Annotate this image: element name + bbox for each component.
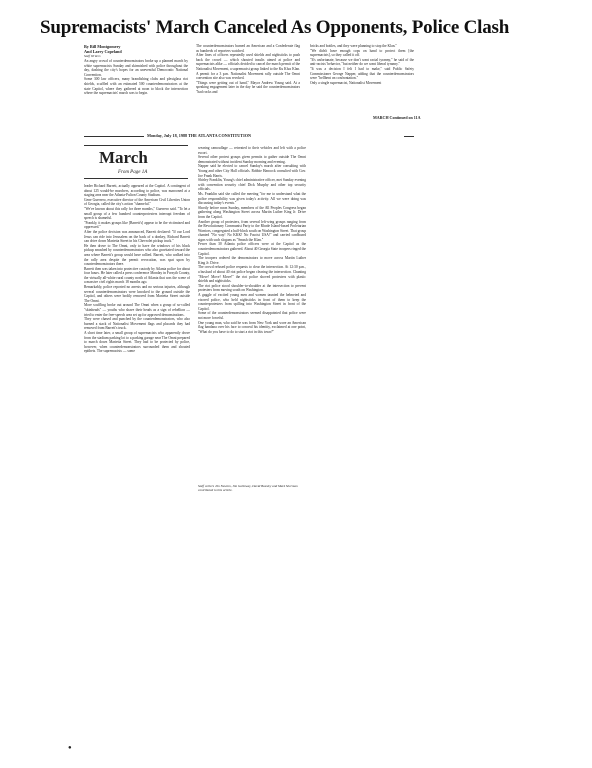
article-column-3: bricks and bottles, and they were planning to stop the Klan." "We didn't have enough cops on hand to protect them [the supremacists], so they called it off. "It's unfortunate, because we don't want racial tyranny," he said of the anti-racists' behavior, "but neither do we want liberal tyranny." "It was a decision I felt I had to make," said Public Safety Commissioner George Napper, adding that the counterdemonstrators were "hellbent on confrontation." Only a single supremacist, Nationalist Movement <box>310 44 414 85</box>
jump-headline: March <box>99 148 148 167</box>
byline-author-1: By Bill Montgomery <box>84 44 121 49</box>
headline: Supremacists' March Canceled As Opponents, Police Clash <box>40 17 510 38</box>
scan-mark: ● <box>68 745 72 751</box>
byline-block <box>84 44 188 58</box>
dateline: Monday, July 18, 1988 THE ATLANTA CONSTITUTION <box>147 133 252 138</box>
contributors-credit: Staff writers Jim Newton, Jim Galloway, David Beasley and Mark Sherman contributed to this article. <box>198 484 298 492</box>
jump-bottom-rule <box>84 178 188 179</box>
jump-column-1: leader Richard Barrett, actually appeared at the Capitol. A contingent of about 125 would-be marchers, according to police, was marooned at a staging area near the Atlanta-Fulton County Stadium. Gene Guerrero, executive director of the American Civil Liberties Union of Georgia, called the city's action "shameful." "We've known about this rally for three months," Guerrero said. "To let a small group of a few hundred counterprotesters interrupt freedom of speech is shameful. "Frankly, it makes groups like [Barrett's] appear to be the victimized and oppressed." After the police decision was announced, Barrett declared: "If our Lord Jesus can ride into Jerusalem on the back of a donkey, Richard Barrett can drive down Marietta Street in his Chevrolet pickup truck." He then drove to The Omni, only to have the windows of his black pickup smashed by counterdemonstrators who also gravitated toward the area where Barrett's group would have rallied. Barrett, who walked into the rally area despite the permit revocation, was spat upon by counterdemonstrators there. Barrett then was taken into protective custody by Atlanta police for about four hours. He later called a press conference Monday in Forsyth County, the virtually all-white rural county north of Atlanta that was the scene of a massive civil rights march 18 months ago. Remarkably, police reported no arrests and no serious injuries, although several counterdemonstrators were knocked to the ground outside the Capitol, and others were bodily removed from Marietta Street outside The Omni. More scuffling broke out around The Omni when a group of so-called "skinheads" — youths who shave their heads as a sign of rebellion — tried to enter the free-speech area set up for approved demonstrations. They were chased and punched by the counterdemonstrators, who also burned a stack of Nationalist Movement flags and placards they had removed from Barrett's truck. A short time later, a small group of supremacists who apparently drove from the stadium parking lot to a parking garage near The Omni prepared to march down Marietta Street. They had to be protected by police, however, when counterdemonstrators surrounded them and shouted epithets. The supremacists — some <box>84 184 190 354</box>
byline-staff: Staff Writers <box>84 54 101 58</box>
jump-from-label: From Page 1A <box>118 170 148 175</box>
continued-notice: MARCH Continued on 11A <box>373 115 421 120</box>
dateline-rule-left <box>84 136 144 137</box>
article-column-1: An angry crowd of counterdemonstrators broke up a planned march by white supremacists Sunday and skirmished with police throughout the day, dashing the city's hopes for an uneventful Democratic National Convention. Some 300 law officers, many brandishing clubs and plexiglass riot shields, scuffled with an estimated 500 counterdemonstrators at the state Capitol, where they gathered at noon to block the intersection where the supremacists' march was to begin. <box>84 59 188 96</box>
jump-column-2: wearing camouflage — retreated to their vehicles and left with a police escort. Several other protest groups given permits to gather outside The Omni demonstrated without incident Sunday morning and evening. Napper said he elected to cancel Sunday's march after consulting with Young and other City Hall officials. Robbie Hancock consulted with Gov. Joe Frank Harris. Shirley Franklin, Young's chief administrative officer, met Sunday evening with convention security chief Dick Murphy and other top security officials. Ms. Franklin said she called the meeting "for me to understand what the police responsibility was given today's activity. All we were doing was discussing today's events." Shortly before noon Sunday, members of the All Peoples Congress began gathering along Washington Street across Martin Luther King Jr. Drive from the Capitol. Another group of protesters, from several left-wing groups ranging from the Revolutionary Communist Party to the Rhode Island-based Proletarian Warriors, congregated a half-block south on Washington Street. That group chanted "No way! No KKK! No Fascist USA!" and carried cardboard signs with such slogans as "Smash the Klan." Fewer than 30 Atlanta police officers were at the Capitol as the counterdemonstrators gathered. About 40 Georgia State troopers ringed the Capitol. The troopers ordered the demonstrators to move across Martin Luther King Jr. Drive. The crowd refused police requests to clear the intersection. At 12:30 p.m., a busload of about 40 riot police began clearing the intersection. Chanting "Move! Move! Move!" the riot police shoved protesters with plastic shields and nightsticks. The riot police stood shoulder-to-shoulder at the intersection to prevent protesters from moving south on Washington. A gaggle of excited young men and women taunted the helmeted and visored police, who held nightsticks in front of them to keep the counterprotesters from spilling into Washington Street in front of the Capitol. Some of the counterdemonstrators seemed disappointed that police were not more forceful. One young man, who said he was from New York and wore an American flag bandana over his face to conceal his identity, exclaimed at one point, "What do you have to do to start a riot in this town?" <box>198 146 307 334</box>
byline-author-2: And Larry Copeland <box>84 49 122 54</box>
jump-top-rule <box>84 145 188 146</box>
article-column-2: The counterdemonstrators burned an American and a Confederate flag as hundreds of reporters watched. After lines of officers repeatedly used shields and nightsticks to push back the crowd — which shouted insults aimed at police and supremacists alike — officials decided to cancel the march permit of the Nationalist Movement, a supremacist group linked to the Ku Klux Klan. A permit for a 3 p.m. Nationalist Movement rally outside The Omni convention site also was revoked. "Things were getting out of hand," Mayor Andrew Young said. At a speaking engagement later in the day he said the counterdemonstrators "had rocks and <box>196 44 301 94</box>
dateline-rule-right <box>404 136 414 137</box>
